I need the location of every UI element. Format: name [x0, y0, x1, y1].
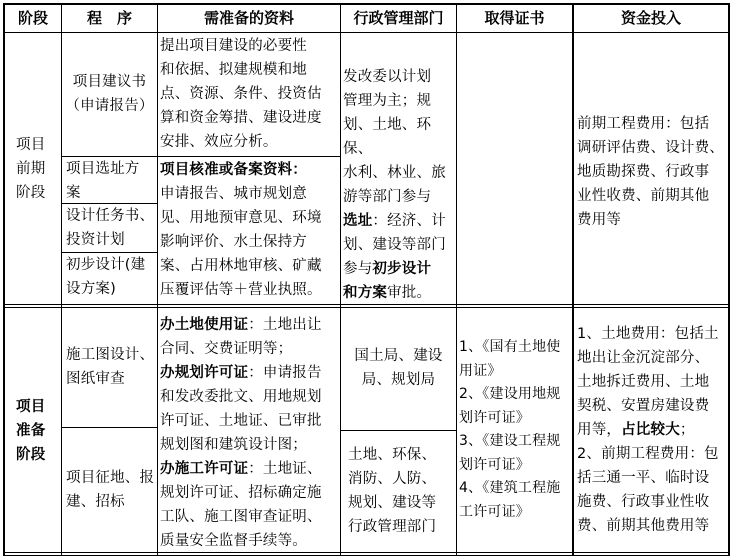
- certificate-line: 工许可证》: [459, 503, 530, 520]
- dept-line: 规划、建设等: [348, 495, 437, 511]
- certificate-line: 用证》: [459, 362, 502, 379]
- header-dept: 行政管理部门: [353, 9, 444, 27]
- stage-label-line: 阶段: [16, 447, 46, 463]
- dept-line: 发改委以计划: [343, 69, 432, 85]
- procedure-line: 施工图设计、: [66, 347, 155, 363]
- bottom-divider-a: [3, 552, 730, 553]
- dept-line: [343, 281, 457, 305]
- procedure-line: 图纸审查: [66, 371, 125, 387]
- materials-approval: [160, 158, 342, 302]
- border-left: [3, 3, 5, 556]
- funding-line: 调研评估费、设计费、: [577, 140, 724, 156]
- materials-line: [160, 313, 342, 337]
- certificate-line: 2、《建设用地规: [459, 386, 561, 402]
- materials-proposal: [160, 34, 342, 154]
- header-materials: 需准备的资料: [203, 9, 294, 27]
- funding-line: 费用等: [577, 212, 622, 228]
- dept-line: 局、规划局: [361, 372, 436, 388]
- procedure-line: 项目征地、报: [66, 470, 155, 486]
- header-stage: 阶段: [17, 9, 48, 27]
- funding-text: ；: [679, 422, 695, 438]
- materials-line: 提出项目建设的必要性: [160, 38, 307, 54]
- dept-emphasis: 选址: [343, 213, 373, 229]
- procedure-line: 设方案): [66, 281, 116, 297]
- dept-line: 水利、林业、旅: [343, 165, 446, 181]
- row-divider-2-dept: [340, 430, 456, 431]
- funding-line: 费、前期其他费用等: [577, 518, 710, 534]
- certificate-line: 划许可证》: [459, 409, 530, 426]
- materials-title: 办规划许可证: [160, 365, 249, 381]
- dept-text: 参与: [343, 261, 373, 277]
- procedure-design-brief: [66, 204, 158, 252]
- materials-line: 见、用地预审意见、环境: [160, 210, 322, 226]
- procedure-line: （申请报告）: [65, 98, 154, 114]
- stage-label-line: 前期: [16, 161, 46, 177]
- materials-line: 和依据、拟建规模和地: [160, 62, 307, 78]
- procedure-site-selection: [66, 157, 158, 205]
- funding-line: 括三通一平、临时设: [577, 470, 710, 486]
- stage-divider-b: [3, 307, 730, 308]
- dept-line: 划、建设等部门: [343, 237, 446, 253]
- materials-line: [160, 457, 342, 481]
- procedure-line: 案: [66, 185, 81, 201]
- dept-line: 消防、人防、: [348, 471, 437, 487]
- funding-stage2: [577, 322, 729, 538]
- materials-text: ：申请报告: [248, 365, 322, 381]
- stage2-label: [16, 395, 60, 467]
- materials-line: 规划图和建筑设计图；: [160, 437, 307, 453]
- dept-line: 管理为主；规: [343, 93, 432, 109]
- procedure-line: 投资计划: [66, 232, 125, 248]
- funding-stage1: [577, 112, 729, 232]
- dept-text: 审批。: [387, 285, 432, 301]
- certificate-line: 1、《国有土地使: [459, 339, 561, 355]
- funding-line: 2、前期工程费用：包: [577, 446, 719, 462]
- dept-line: 国土局、建设: [354, 348, 443, 364]
- materials-line: 安排、效应分析。: [160, 134, 278, 150]
- dept-text: ：经济、计: [372, 213, 446, 229]
- funding-line: 土地拆迁费用、土地: [577, 374, 710, 390]
- materials-line: 和发改委批文、用地规划: [160, 389, 322, 405]
- materials-line: 案、占用林地审核、矿藏: [160, 258, 322, 274]
- materials-line: 合同、交费证明等；: [160, 341, 293, 357]
- dept-stage2-b: [348, 443, 456, 539]
- materials-title: 办施工许可证: [160, 461, 249, 477]
- dept-line: [343, 257, 457, 281]
- materials-line: 影响评价、水土保持方: [160, 234, 307, 250]
- header-certificate: 取得证书: [484, 9, 545, 27]
- procedure-line: 设计任务书、: [66, 208, 155, 224]
- funding-line: 1、土地费用：包括土: [577, 326, 719, 342]
- funding-line: 地出让金沉淀部分、: [577, 350, 710, 366]
- materials-line: 点、资源、条件、投资估: [160, 86, 322, 102]
- procedure-construction-drawings: [66, 343, 158, 391]
- procedure-line: 初步设计(建: [66, 257, 146, 273]
- dept-line: 土地、环保、: [348, 447, 437, 463]
- dept-line: 划、土地、环保、: [343, 117, 432, 157]
- funding-text: 用等，: [577, 422, 622, 438]
- funding-line: 业性收费、前期其他: [577, 188, 710, 204]
- procedure-land-acquisition: [66, 466, 158, 514]
- dept-line: [343, 209, 457, 233]
- funding-line: 地质勘探费、行政事: [577, 164, 710, 180]
- materials-line: 算和资金筹措、建设进度: [160, 110, 322, 126]
- materials-line: 许可证、土地证、已审批: [160, 413, 322, 429]
- materials-line: 压覆评估等＋营业执照。: [160, 282, 322, 298]
- dept-line: 游等部门参与: [343, 189, 432, 205]
- dept-stage1: [343, 65, 457, 305]
- procedure-line: 建、招标: [66, 494, 125, 510]
- certificate-line: 划许可证》: [459, 456, 530, 473]
- materials-line: 申请报告、城市规划意: [160, 186, 307, 202]
- dept-emphasis: 和方案: [343, 285, 388, 301]
- dept-line: 行政管理部门: [348, 519, 437, 535]
- dept-stage2-a: [341, 344, 456, 392]
- procedure-preliminary-design: [66, 253, 158, 301]
- procedure-line: 项目选址方: [66, 161, 140, 177]
- dept-emphasis: 初步设计: [372, 261, 432, 277]
- materials-text: ：土地出让: [248, 317, 322, 333]
- funding-emphasis: 占比较大: [621, 422, 680, 438]
- funding-line: [577, 418, 729, 442]
- stage-label-line: 阶段: [16, 185, 46, 201]
- stage-label-line: 项目: [16, 399, 46, 415]
- certificate-line: 3、《建设工程规: [459, 433, 561, 449]
- materials-text: ：土地证、: [248, 461, 322, 477]
- certificate-line: 4、《建筑工程施: [459, 480, 561, 496]
- header-procedure: 程 序: [86, 9, 132, 27]
- materials-line: 质量安全监督手续等。: [160, 533, 307, 549]
- procedure-proposal: [62, 70, 157, 118]
- stage1-label: [16, 133, 60, 205]
- funding-line: 前期工程费用：包括: [577, 116, 710, 132]
- stage-label-line: 准备: [16, 423, 46, 439]
- procedure-line: 项目建议书: [72, 74, 147, 90]
- stage-label-line: 项目: [16, 137, 46, 153]
- materials-stage2: [160, 313, 342, 553]
- row-divider-2-proc: [61, 427, 157, 428]
- funding-line: 施费、行政事业性收: [577, 494, 710, 510]
- funding-line: 契税、安置房建设费: [577, 398, 710, 414]
- materials-line: 工队、施工图审查证明、: [160, 509, 322, 525]
- materials-line: 规划许可证、招标确定施: [160, 485, 322, 501]
- header-funding: 资金投入: [620, 9, 681, 27]
- materials-line: [160, 361, 342, 385]
- header-divider: [3, 32, 730, 33]
- materials-title: 办土地使用证: [160, 317, 249, 333]
- certificates-stage2: [459, 336, 573, 524]
- materials-title: 项目核准或备案资料：: [160, 162, 307, 178]
